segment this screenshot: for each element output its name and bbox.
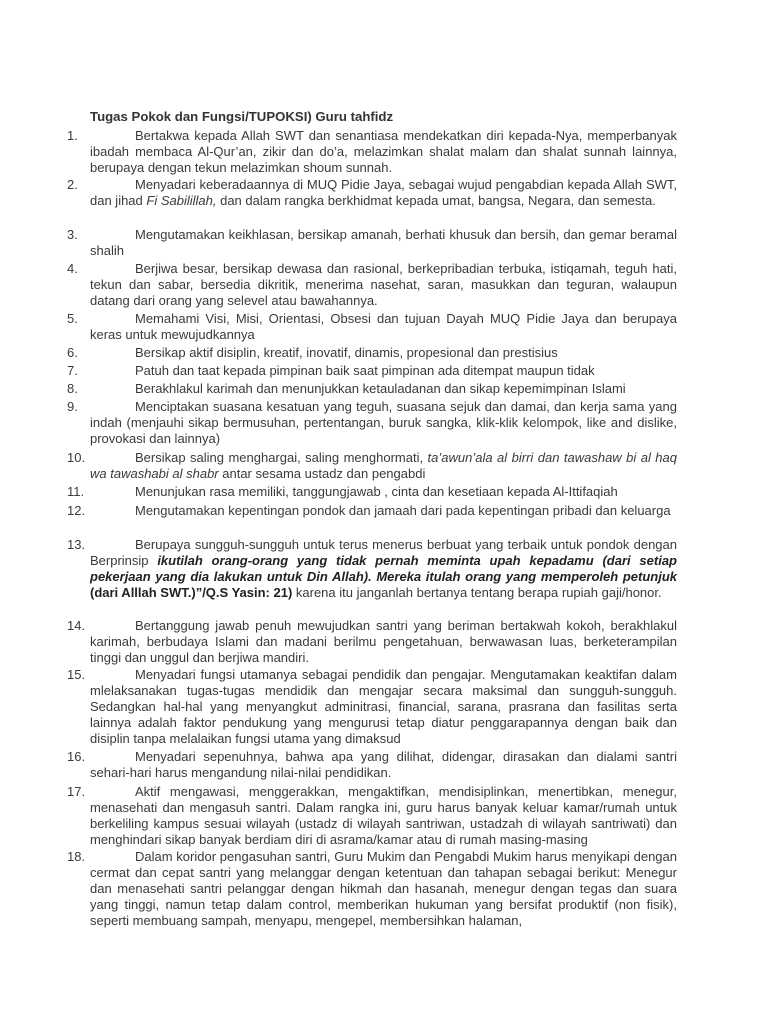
item-text: Menciptakan suasana kesatuan yang teguh, suasana sejuk dan damai, dan kerja sama yang indah (menjauhi sikap bermusuhan, pertentangan, buruk sangka, klik-klik kelompok, like and dislike, provokasi dan lainnya) — [90, 399, 677, 446]
text-segment: karena itu janganlah bertanya tentang berapa rupiah gaji/honor. — [292, 585, 662, 600]
item-number: 8. — [67, 381, 78, 396]
item-number: 5. — [67, 311, 78, 326]
text-segment: dan dalam rangka berkhidmat kepada umat, bangsa, Negara, dan semesta. — [216, 193, 656, 208]
item-number: 13. — [67, 537, 86, 552]
item-number: 3. — [67, 227, 78, 242]
text-segment: Bersikap saling menghargai, saling menghormati, — [135, 450, 428, 465]
item-text: Memahami Visi, Misi, Orientasi, Obsesi dan tujuan Dayah MUQ Pidie Jaya dan berupaya keras untuk mewujudkannya — [90, 311, 677, 342]
item-number: 6. — [67, 345, 78, 360]
item-number: 10. — [67, 450, 86, 465]
item-number: 14. — [67, 618, 86, 633]
item-number: 4. — [67, 261, 78, 276]
italic-segment: ta’awun’ala al birri dan tawashaw bi al haq wa tawashabi al shabr — [90, 450, 677, 481]
text-segment: Berupaya sungguh-sungguh untuk terus menerus berbuat yang terbaik untuk pondok dengan Berprinsip — [90, 537, 677, 568]
item-number: 9. — [67, 399, 78, 414]
bold-italic-segment: ikutilah orang-orang yang tidak pernah meminta upah kepadamu (dari setiap pekerjaan yang dia lakukan untuk Din Allah). Mereka itulah orang yang memperoleh petunjuk — [90, 553, 677, 584]
item-number: 18. — [67, 849, 86, 864]
item-text: Menyadari fungsi utamanya sebagai pendidik dan pengajar. Mengutamakan keaktifan dalam mlelaksanakan tugas-tugas mendidik dan mengajar secara maksimal dan sungguh-sungguh. Sedangkan hal-hal yang menyangkut adminitrasi, financial, sarana, prasrana dan fasilitas serta lainnya adalah faktor pendukung yang mengurusi tetap diatur penggarapannya dengan baik dan disiplin tanpa melalaikan fungsi utama yang dimaksud — [90, 667, 677, 746]
item-number: 11. — [67, 484, 85, 499]
item-text: Menyadari sepenuhnya, bahwa apa yang dilihat, didengar, dirasakan dan dialami santri sehari-hari harus mengandung nilai-nilai pendidikan. — [90, 749, 677, 780]
item-text: Mengutamakan keikhlasan, bersikap amanah, berhati khusuk dan bersih, dan gemar beramal shalih — [90, 227, 677, 258]
item-text: Berjiwa besar, bersikap dewasa dan rasional, berkepribadian terbuka, istiqamah, teguh hati, tekun dan sabar, bersedia dikritik, menerima nasehat, saran, masukkan dan teguran, walaupun datang dari orang yang selevel atau bawahannya. — [90, 261, 677, 308]
item-text: Dalam koridor pengasuhan santri, Guru Mukim dan Pengabdi Mukim harus menyikapi dengan cermat dan cepat santri yang melanggar dengan ketentuan dan tahapan sebagai berikut: Menegur dan menasehati santri pelanggar dengan hikmah dan hasanah, menegur dengan tegas dan suara yang tinggi, namun tetap dalam control, memberikan hukuman yang bersifat produktif (non fisik), seperti membuang sampah, menyapu, mengepel, membersihkan halaman, — [90, 849, 677, 928]
text-segment: antar sesama ustadz dan pengabdi — [218, 466, 426, 481]
item-number: 15. — [67, 667, 86, 682]
item-text: Mengutamakan kepentingan pondok dan jamaah dari pada kepentingan pribadi dan keluarga — [135, 503, 671, 518]
item-text: Patuh dan taat kepada pimpinan baik saat pimpinan ada ditempat maupun tidak — [135, 363, 595, 378]
item-text: Bertakwa kepada Allah SWT dan senantiasa mendekatkan diri kepada-Nya, memperbanyak ibadah membaca Al-Qur’an, zikir dan do’a, melazimkan shalat malam dan shalat sunnah lainnya, berupaya dengan tekun melazimkan shoum sunnah. — [90, 128, 677, 175]
italic-segment: Fi Sabilillah, — [146, 193, 217, 208]
text-segment: Menyadari keberadaannya di MUQ Pidie Jaya, sebagai wujud pengabdian kepada Allah SWT, dan jihad — [90, 177, 677, 208]
item-number: 2. — [67, 177, 78, 192]
item-text: Menunjukan rasa memiliki, tanggungjawab , cinta dan kesetiaan kepada Al-Ittifaqiah — [135, 484, 618, 499]
bold-segment: (dari Alllah SWT.)”/Q.S Yasin: 21) — [90, 585, 293, 600]
item-number: 7. — [67, 363, 78, 378]
item-text: Bersikap aktif disiplin, kreatif, inovatif, dinamis, propesional dan prestisius — [135, 345, 558, 360]
item-number: 17. — [67, 784, 86, 799]
item-number: 12. — [67, 503, 86, 518]
item-text — [90, 177, 677, 209]
item-text — [90, 537, 677, 601]
item-text: Berakhlakul karimah dan menunjukkan ketauladanan dan sikap kepemimpinan Islami — [135, 381, 626, 396]
item-text: Bertanggung jawab penuh mewujudkan santri yang beriman bertakwah kokoh, berakhlakul karimah, berbudaya Islami dan madani berilmu pengetahuan, berwawasan luas, berketerampilan tinggi dan unggul dan berjiwa mandiri. — [90, 618, 677, 665]
item-number: 1. — [67, 128, 78, 143]
item-text — [90, 450, 677, 482]
item-number: 16. — [67, 749, 86, 764]
document-title: Tugas Pokok dan Fungsi/TUPOKSI) Guru tahfidz — [90, 109, 394, 124]
item-text: Aktif mengawasi, menggerakkan, mengaktifkan, mendisiplinkan, menertibkan, menegur, menasehati dan mengasuh santri. Dalam rangka ini, guru harus banyak keluar kamar/rumah untuk berkeliling kampus sesuai wilayah (ustadz di wilayah santriwan, ustadzah di wilayah santriwati) dan menghindari sikap banyak berdiam diri di asrama/kamar atau di rumah masing-masing — [90, 784, 677, 847]
